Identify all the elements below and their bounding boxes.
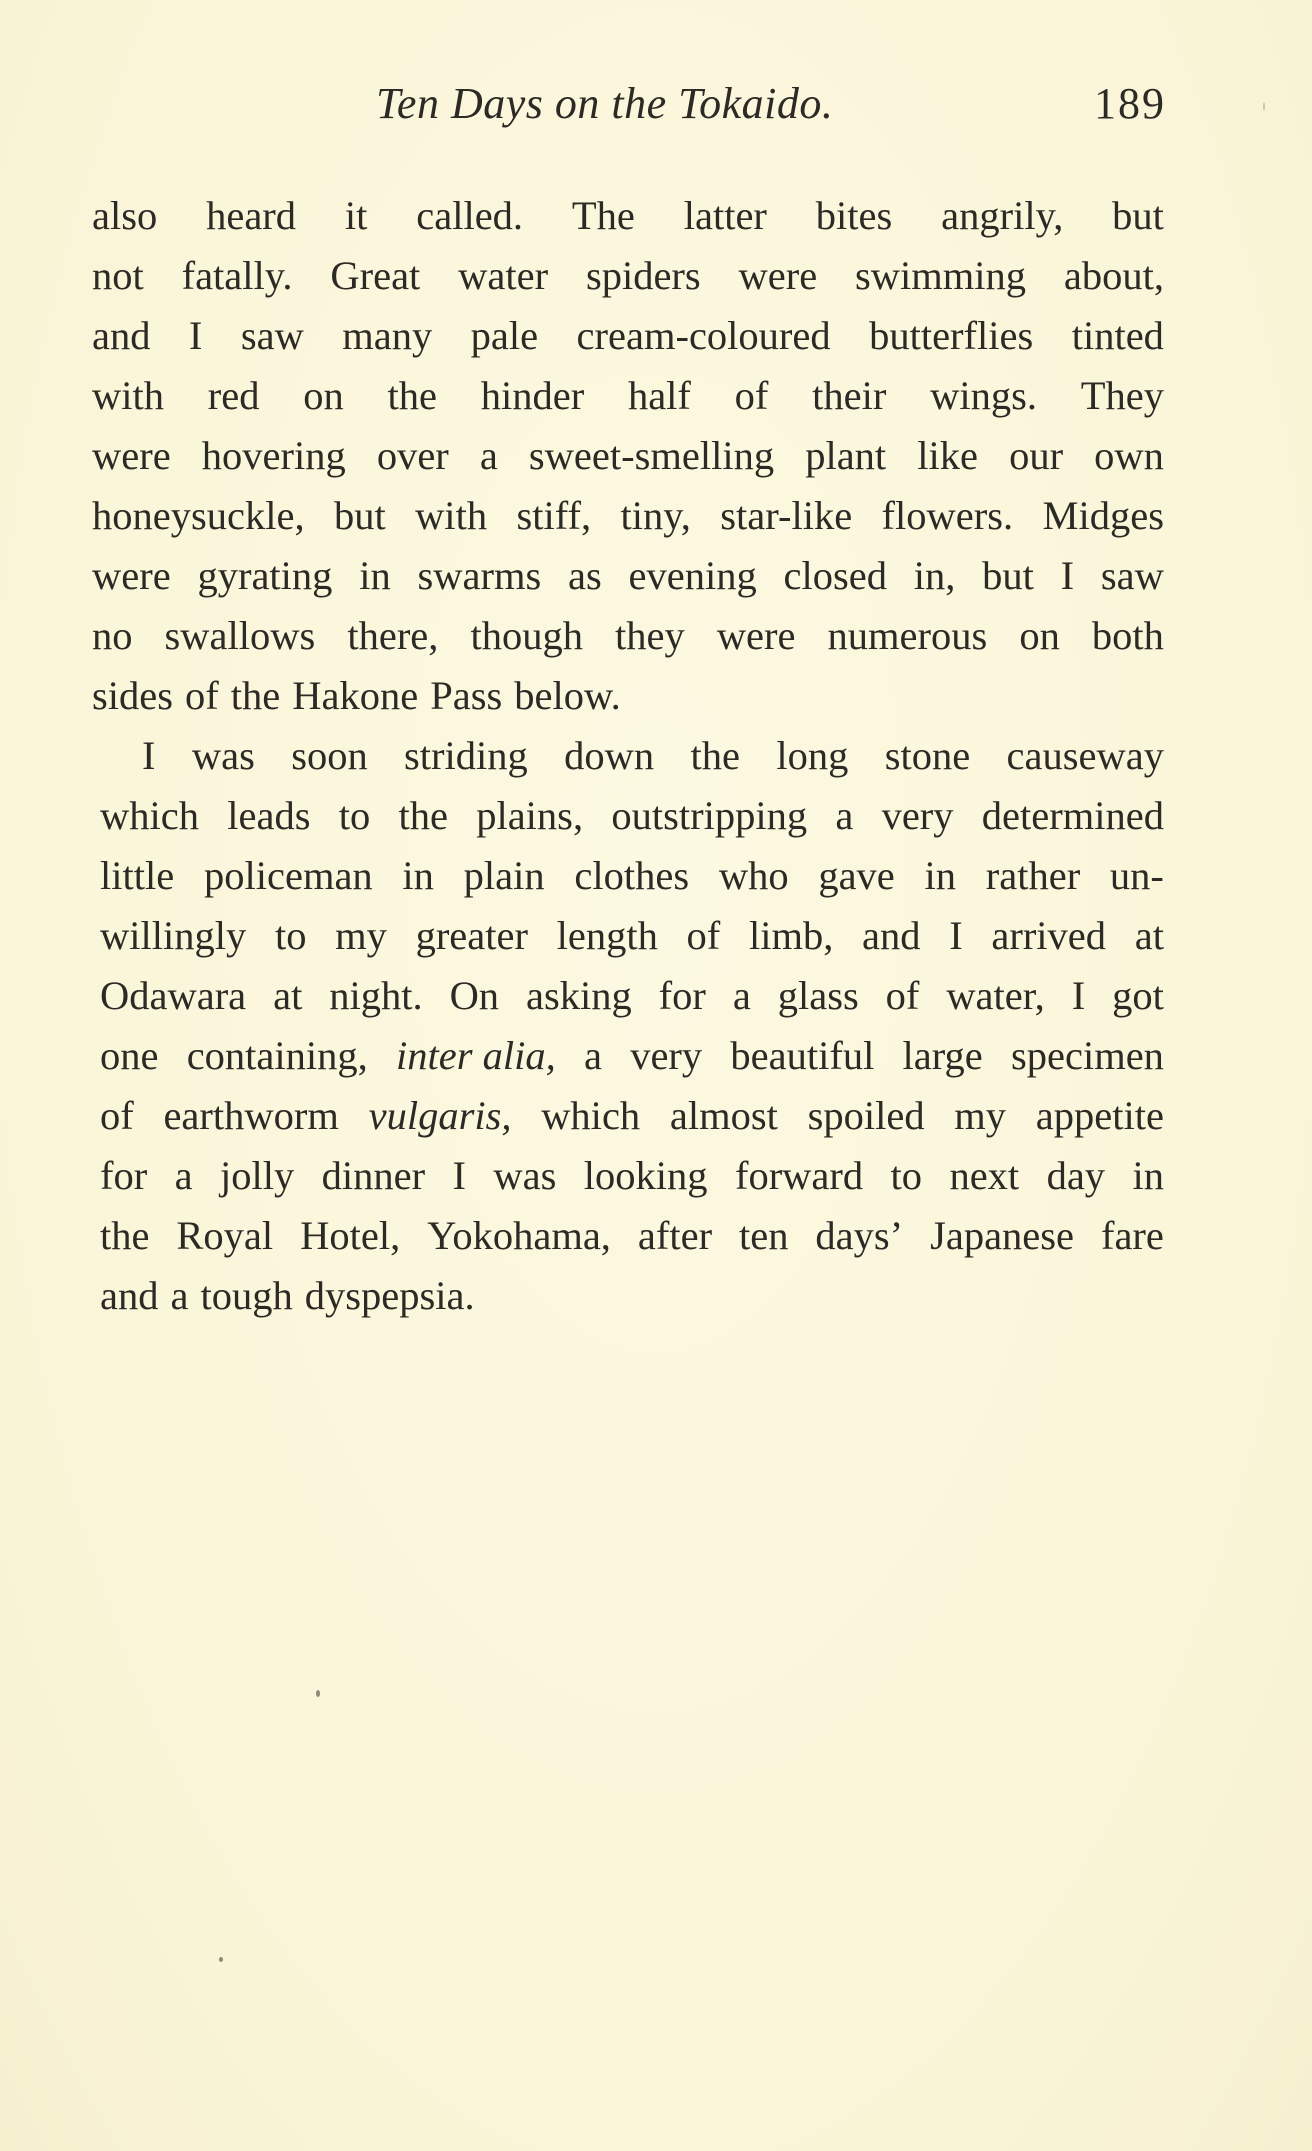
word: saw	[1100, 553, 1164, 598]
word: leads	[227, 793, 311, 838]
word: days’	[815, 1213, 904, 1258]
word: swarms	[417, 553, 542, 598]
word: got	[1112, 973, 1164, 1018]
paper-speck	[219, 1957, 223, 1962]
word: of	[185, 673, 219, 718]
word: butterflies	[869, 313, 1034, 358]
word: earthworm	[163, 1093, 339, 1138]
word: spoiled	[807, 1093, 925, 1138]
word: numerous	[827, 613, 988, 658]
word: over	[376, 433, 449, 478]
word: in	[359, 553, 391, 598]
word: closed	[783, 553, 887, 598]
word: heard	[206, 193, 297, 238]
text-line	[92, 786, 1164, 846]
word: swallows	[164, 613, 316, 658]
word: the	[100, 1213, 150, 1258]
word: as	[567, 553, 602, 598]
word: tiny,	[620, 493, 691, 538]
word: Japanese	[930, 1213, 1075, 1258]
word: greater	[415, 913, 528, 958]
text-line	[92, 846, 1164, 906]
word: star-like	[720, 493, 853, 538]
word: also	[92, 193, 158, 238]
word: a	[835, 793, 854, 838]
word: of	[734, 373, 769, 418]
word: large	[902, 1033, 983, 1078]
text-line	[92, 1086, 1164, 1146]
running-head	[376, 78, 1166, 130]
word: on	[303, 373, 344, 418]
word: on	[1019, 613, 1060, 658]
text-line	[92, 426, 1164, 486]
word: red	[207, 373, 260, 418]
text-line	[92, 666, 1164, 726]
word: plant	[805, 433, 887, 478]
word: fare	[1100, 1213, 1164, 1258]
word: below.	[514, 673, 621, 718]
word: Midges	[1042, 493, 1164, 538]
word: spiders	[585, 253, 701, 298]
word: dyspepsia.	[304, 1273, 475, 1318]
word: water	[458, 253, 549, 298]
word: were	[738, 253, 818, 298]
text-line	[92, 546, 1164, 606]
word: like	[917, 433, 978, 478]
word: the	[387, 373, 437, 418]
word: containing,	[186, 1033, 368, 1078]
word: down	[564, 733, 655, 778]
word: a	[583, 1033, 602, 1078]
word: fatally.	[181, 253, 293, 298]
word: very	[630, 1033, 703, 1078]
word: half	[627, 373, 691, 418]
word: Great	[330, 253, 421, 298]
text-line	[92, 186, 1164, 246]
word: sweet-smelling	[528, 433, 775, 478]
word: policeman	[203, 853, 373, 898]
word: the	[230, 673, 281, 718]
word: after	[637, 1213, 713, 1258]
word: in	[402, 853, 434, 898]
word: limb,	[748, 913, 834, 958]
word: soon	[291, 733, 368, 778]
word: were	[92, 553, 171, 598]
word: and	[92, 313, 151, 358]
word: long	[776, 733, 849, 778]
word: hinder	[480, 373, 585, 418]
text-line	[92, 726, 1164, 786]
text-line	[92, 1206, 1164, 1266]
word: plain	[463, 853, 545, 898]
word: to	[338, 793, 371, 838]
word: swimming	[855, 253, 1027, 298]
word: next	[949, 1153, 1020, 1198]
word: stiff,	[516, 493, 592, 538]
text-line	[92, 486, 1164, 546]
word: plains,	[476, 793, 584, 838]
word: wings.	[930, 373, 1038, 418]
word: very	[881, 793, 954, 838]
word: water,	[946, 973, 1045, 1018]
word: their	[812, 373, 887, 418]
word: inter alia,	[396, 1033, 556, 1078]
word: a	[732, 973, 751, 1018]
text-line	[92, 366, 1164, 426]
word: little	[100, 853, 175, 898]
word: called.	[416, 193, 524, 238]
word: appetite	[1035, 1093, 1164, 1138]
word: my	[335, 913, 387, 958]
word: Odawara	[100, 973, 247, 1018]
word: of	[885, 973, 920, 1018]
word: with	[415, 493, 488, 538]
word: clothes	[574, 853, 690, 898]
word: I	[1071, 973, 1086, 1018]
word: who	[718, 853, 789, 898]
word: a	[479, 433, 498, 478]
word: which	[100, 793, 199, 838]
word: Yokohama,	[427, 1213, 611, 1258]
word: angrily,	[941, 193, 1064, 238]
word: I	[949, 913, 963, 958]
word: but	[982, 553, 1034, 598]
word: causeway	[1006, 733, 1164, 778]
word: our	[1009, 433, 1064, 478]
word: of	[100, 1093, 134, 1138]
word: glass	[777, 973, 859, 1018]
word: it	[344, 193, 368, 238]
word: and	[100, 1273, 159, 1318]
word: They	[1080, 373, 1164, 418]
word: vulgaris,	[368, 1093, 512, 1138]
word: a	[170, 1273, 189, 1318]
word: dinner	[321, 1153, 426, 1198]
word: a	[174, 1153, 193, 1198]
word: rather	[985, 853, 1081, 898]
word: I	[1060, 553, 1075, 598]
word: forward	[734, 1153, 864, 1198]
word: bites	[815, 193, 893, 238]
word: I	[142, 733, 156, 778]
word: but	[1112, 193, 1164, 238]
word: but	[333, 493, 386, 538]
word: my	[954, 1093, 1007, 1138]
word: day	[1046, 1153, 1106, 1198]
word: striding	[404, 733, 528, 778]
word: cream-coloured	[576, 313, 831, 358]
word: the	[398, 793, 448, 838]
word: were	[716, 613, 796, 658]
word: there,	[347, 613, 439, 658]
text-line	[92, 1146, 1164, 1206]
word: outstripping	[611, 793, 808, 838]
word: which	[541, 1093, 641, 1138]
word: one	[100, 1033, 159, 1078]
text-line	[92, 246, 1164, 306]
word: Pass	[430, 673, 503, 718]
text-line	[92, 1026, 1164, 1086]
word: in	[924, 853, 957, 898]
word: Royal	[176, 1213, 274, 1258]
word: and	[862, 913, 921, 958]
word: with	[92, 373, 165, 418]
word: un-	[1109, 853, 1164, 898]
word: beautiful	[730, 1033, 875, 1078]
word: in	[1132, 1153, 1164, 1198]
word: at	[273, 973, 303, 1018]
word: the	[690, 733, 740, 778]
word: though	[470, 613, 583, 658]
word: I	[452, 1153, 467, 1198]
word: stone	[884, 733, 971, 778]
word: hovering	[201, 433, 346, 478]
body-text	[92, 186, 1164, 1326]
page-number: 189	[1094, 79, 1166, 128]
word: almost	[669, 1093, 778, 1138]
text-line	[92, 966, 1164, 1026]
word: I	[188, 313, 203, 358]
word: many	[342, 313, 433, 358]
text-line	[92, 1266, 1164, 1326]
word: own	[1094, 433, 1164, 478]
word: of	[686, 913, 721, 958]
word: Hotel,	[300, 1213, 401, 1258]
text-line	[92, 606, 1164, 666]
word: they	[615, 613, 685, 658]
word: specimen	[1010, 1033, 1164, 1078]
word: night.	[329, 973, 423, 1018]
word: no	[92, 613, 133, 658]
word: honeysuckle,	[92, 493, 305, 538]
paper-speck	[316, 1690, 320, 1697]
text-line	[92, 306, 1164, 366]
paper-speck	[1263, 102, 1265, 111]
word: about,	[1063, 253, 1164, 298]
word: Hakone	[292, 673, 419, 718]
word: evening	[628, 553, 757, 598]
word: asking	[525, 973, 632, 1018]
word: The	[571, 193, 635, 238]
word: jolly	[220, 1153, 295, 1198]
word: gyrating	[197, 553, 333, 598]
word: arrived	[991, 913, 1107, 958]
word: determined	[981, 793, 1164, 838]
word: tough	[200, 1273, 293, 1318]
word: not	[92, 253, 144, 298]
word: latter	[683, 193, 767, 238]
word: On	[449, 973, 500, 1018]
word: was	[191, 733, 255, 778]
word: looking	[583, 1153, 708, 1198]
word: to	[274, 913, 307, 958]
word: was	[493, 1153, 557, 1198]
word: sides	[92, 673, 173, 718]
word: for	[658, 973, 706, 1018]
word: saw	[240, 313, 304, 358]
word: were	[92, 433, 171, 478]
word: for	[100, 1153, 148, 1198]
word: willingly	[100, 913, 247, 958]
word: length	[556, 913, 658, 958]
running-title: Ten Days on the Tokaido.	[376, 79, 834, 128]
word: pale	[470, 313, 539, 358]
word: to	[890, 1153, 923, 1198]
text-line	[92, 906, 1164, 966]
word: both	[1091, 613, 1164, 658]
word: tinted	[1071, 313, 1164, 358]
word: gave	[818, 853, 895, 898]
word: at	[1134, 913, 1164, 958]
word: flowers.	[881, 493, 1014, 538]
word: in,	[913, 553, 956, 598]
word: ten	[739, 1213, 789, 1258]
